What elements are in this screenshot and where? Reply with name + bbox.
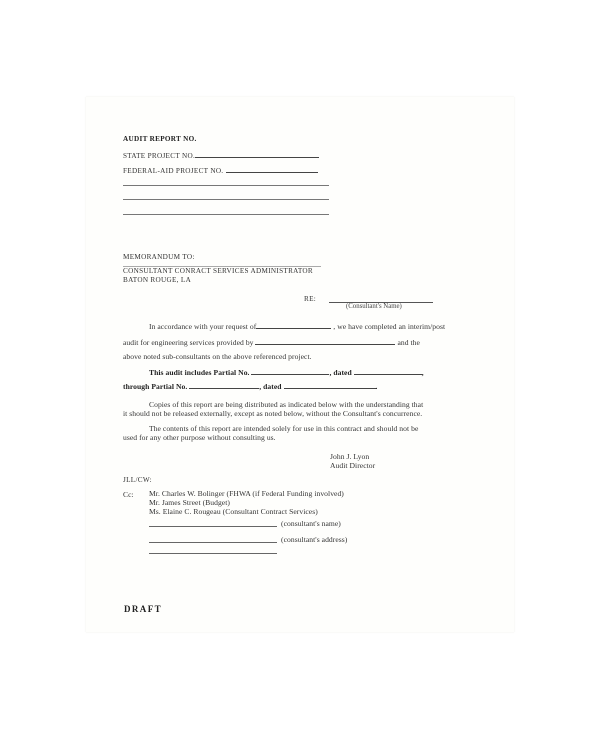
cc-item-3: Ms. Elaine C. Rougeau (Consultant Contract Services) xyxy=(149,507,318,516)
cc-label: Cc: xyxy=(123,490,134,499)
paragraph-2-line-2: it should not be released externally, except as noted below, without the Consultant's concurrence. xyxy=(123,409,423,418)
paragraph-3-line-1: The contents of this report are intended solely for use in this contract and should not be xyxy=(149,424,419,433)
paragraph-3-line-2: used for any other purpose without consulting us. xyxy=(123,433,276,442)
signature-title: Audit Director xyxy=(330,461,376,470)
blank-line-2[interactable] xyxy=(123,199,329,200)
initials: JLL/CW: xyxy=(123,476,152,484)
re-label: RE: xyxy=(304,295,317,303)
state-project-no-text: STATE PROJECT NO. xyxy=(123,152,196,160)
audit-report-no-label: AUDIT REPORT NO. xyxy=(123,135,197,143)
partial-text: This audit includes Partial No. xyxy=(149,368,250,377)
through-end: . xyxy=(375,382,378,391)
draft-watermark-label: DRAFT xyxy=(124,604,162,614)
through-date-field[interactable] xyxy=(284,381,376,389)
federal-aid-project-no-label xyxy=(123,165,318,175)
state-project-no-label xyxy=(123,150,319,160)
partial-line xyxy=(149,367,424,377)
p1-text-a: In accordance with your request of xyxy=(149,322,257,331)
cc-consultant-name-field[interactable] xyxy=(149,526,277,527)
through-partial-line xyxy=(123,381,377,391)
cc-consultant-address-field[interactable] xyxy=(149,542,277,543)
partial-date-field[interactable] xyxy=(354,367,422,375)
document-page xyxy=(86,97,514,632)
cc-extra-field[interactable] xyxy=(149,553,277,554)
cc-consultant-address-caption: (consultant's address) xyxy=(281,535,348,544)
paragraph-1-line-2 xyxy=(123,337,420,347)
cc-consultant-name-caption: (consultant's name) xyxy=(281,519,341,528)
signature-name: John J. Lyon xyxy=(330,452,370,461)
cc-item-2: Mr. James Street (Budget) xyxy=(149,498,230,507)
paragraph-1-line-1 xyxy=(149,321,445,331)
partial-dated-text: , dated xyxy=(329,368,352,377)
blank-line-1[interactable] xyxy=(123,185,329,186)
recipient-line-1: CONSULTANT CONRACT SERVICES ADMINISTRATOR xyxy=(123,267,313,275)
request-date-field[interactable] xyxy=(256,321,331,329)
blank-line-3[interactable] xyxy=(123,214,329,215)
memorandum-to-label: MEMORANDUM TO: xyxy=(123,253,195,261)
cc-item-1: Mr. Charles W. Bolinger (FHWA (if Federal Funding involved) xyxy=(149,489,344,498)
paragraph-2-line-1: Copies of this report are being distributed as indicated below with the understanding that xyxy=(149,400,424,409)
p1-text-b: , we have completed an interim/post xyxy=(333,322,446,331)
p1-line2-text-b: and the xyxy=(397,338,420,347)
partial-no-field[interactable] xyxy=(251,367,329,375)
federal-aid-project-no-field[interactable] xyxy=(226,165,318,173)
recipient-line-2: BATON ROUGE, LA xyxy=(123,276,192,284)
state-project-no-field[interactable] xyxy=(195,150,319,158)
services-provider-field[interactable] xyxy=(255,337,395,345)
through-partial-no-field[interactable] xyxy=(189,381,259,389)
consultant-name-caption: (Consultant's Name) xyxy=(346,303,402,310)
partial-end: , xyxy=(421,368,424,377)
through-text: through Partial No. xyxy=(123,382,188,391)
federal-aid-project-no-text: FEDERAL-AID PROJECT NO. xyxy=(123,167,224,175)
p1-line2-text-a: audit for engineering services provided by xyxy=(123,338,254,347)
paragraph-1-line-3: above noted sub-consultants on the above referenced project. xyxy=(123,352,312,361)
through-dated-text: , dated xyxy=(259,382,282,391)
